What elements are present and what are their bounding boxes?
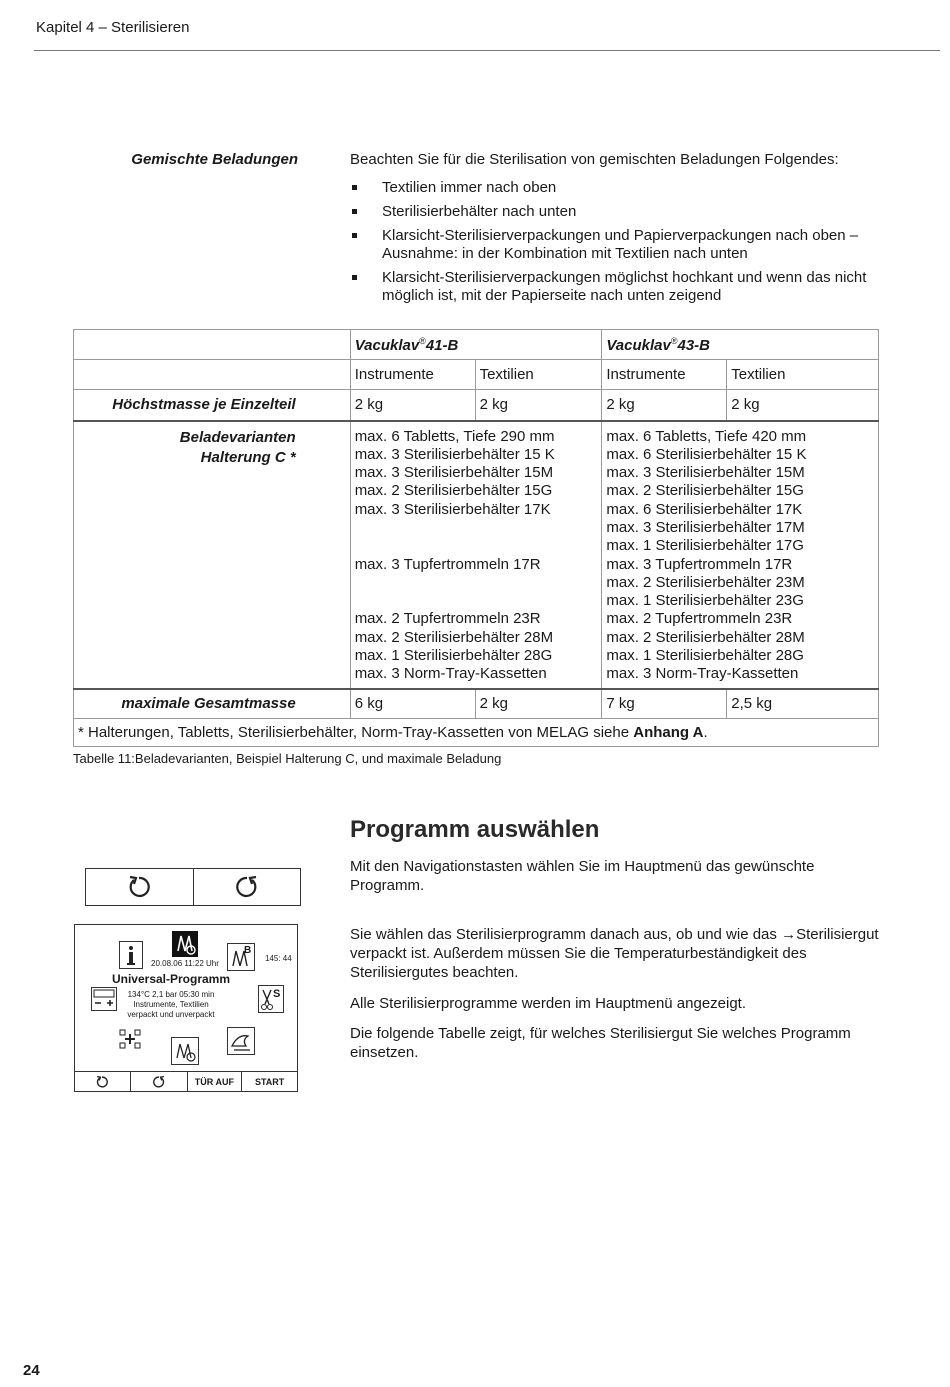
- rotate-cw-icon: [152, 1075, 166, 1089]
- section-title: Programm auswählen: [350, 816, 600, 843]
- table-caption: Tabelle 11:Beladevarianten, Beispiel Halterung C, und maximale Beladung: [73, 751, 502, 766]
- prion-program-icon: [227, 1027, 255, 1055]
- variant-line: [355, 537, 598, 555]
- door-open-button[interactable]: TÜR AUF: [187, 1072, 242, 1092]
- display-left-button[interactable]: [75, 1072, 130, 1092]
- paragraph: Die folgende Tabelle zeigt, für welches Sterilisiergut Sie welches Programm einsetzen.: [350, 1025, 851, 1061]
- nav-left-key[interactable]: [86, 869, 193, 905]
- rotate-cw-icon: [234, 874, 260, 900]
- variant-line: [355, 519, 598, 537]
- paragraph: Sie wählen das Sterilisierprogramm danach aus, ob und wie das →Sterilisiergut verpackt ist. Außerdem müssen Sie die Temperaturbeständigkeit des Sterilisiergutes beachten.: [350, 926, 879, 981]
- variant-line: max. 2 Sterilisierbehälter 23M: [606, 573, 805, 591]
- gentle-program-icon: [171, 1037, 199, 1065]
- table-cell: 2 kg: [350, 390, 475, 421]
- variant-line: max. 2 Sterilisierbehälter 28M: [354, 628, 554, 646]
- variant-line: max. 3 Sterilisierbehälter 17M: [606, 518, 805, 536]
- table-row: [74, 360, 879, 390]
- table-row: [74, 390, 879, 421]
- variant-line: max. 3 Sterilisierbehälter 15M: [354, 464, 554, 482]
- display-right-button[interactable]: [130, 1072, 187, 1092]
- table-row: [74, 330, 879, 360]
- header-divider: [34, 50, 940, 51]
- loading-variants-table: [73, 329, 879, 747]
- variant-line: max. 2 Sterilisierbehälter 28M: [606, 628, 805, 646]
- table-cell: 2,5 kg: [727, 689, 879, 719]
- variant-line: max. 6 Sterilisierbehälter 15 K: [606, 445, 807, 463]
- table-cell-empty: [74, 330, 351, 360]
- max-single-label: Höchstmasse je Einzelteil: [74, 390, 351, 421]
- variant-line: max. 6 Tabletts, Tiefe 290 mm: [354, 427, 555, 445]
- display-button-bar: [75, 1071, 297, 1092]
- universal-program-icon: [172, 931, 198, 957]
- list-item: Klarsicht-Sterilisierverpackungen möglichst hochkant und wenn das nicht möglich ist, mit der Papierseite nach unten zeigend: [350, 269, 890, 305]
- list-item: Sterilisierbehälter nach unten: [350, 203, 890, 221]
- list-item: Klarsicht-Sterilisierverpackungen und Papierverpackungen nach oben – Ausnahme: in der Kombination mit Textilien nach unten: [350, 227, 890, 263]
- variant-line: max. 1 Sterilisierbehälter 17G: [606, 537, 804, 555]
- variant-line: max. 3 Sterilisierbehälter 15 K: [354, 445, 555, 463]
- variant-line: max. 2 Sterilisierbehälter 15G: [354, 482, 553, 500]
- variant-line: max. 6 Sterilisierbehälter 17K: [606, 500, 803, 518]
- table-cell: 7 kg: [602, 689, 727, 719]
- display-parameters: 134°C 2,1 bar 05:30 min: [127, 990, 215, 999]
- max-total-label: maximale Gesamtmasse: [74, 689, 351, 719]
- table-row: [74, 689, 879, 719]
- variant-line: max. 3 Sterilisierbehälter 15M: [606, 464, 805, 482]
- variant-line: [355, 574, 598, 592]
- variant-line: max. 2 Sterilisierbehälter 15G: [606, 482, 804, 500]
- variants-41b: [350, 421, 602, 689]
- start-button[interactable]: START: [241, 1072, 297, 1092]
- subhead-textilien: Textilien: [475, 360, 602, 390]
- table-cell: 2 kg: [727, 390, 879, 421]
- program-b-icon: B: [227, 943, 255, 971]
- table-cell: 6 kg: [350, 689, 475, 719]
- mixed-loads-list: [350, 179, 890, 311]
- page-number: 24: [23, 1362, 40, 1379]
- variant-line: [355, 592, 598, 610]
- table-cell: 2 kg: [602, 390, 727, 421]
- nav-right-key[interactable]: [193, 869, 301, 905]
- subhead-textilien: Textilien: [727, 360, 879, 390]
- paragraph: Mit den Navigationstasten wählen Sie im Hauptmenü das gewünschte Programm.: [350, 858, 815, 894]
- list-item: Textilien immer nach oben: [350, 179, 890, 197]
- variant-line: max. 3 Tupfertrommeln 17R: [354, 555, 541, 573]
- table-footnote: * Halterungen, Tabletts, Sterilisierbehälter, Norm-Tray-Kassetten von MELAG siehe Anhang A.: [74, 719, 879, 747]
- variant-line: max. 2 Tupfertrommeln 23R: [606, 610, 793, 628]
- variant-line: max. 1 Sterilisierbehälter 28G: [354, 647, 553, 665]
- table-cell: 2 kg: [475, 390, 602, 421]
- subhead-instrumente: Instrumente: [350, 360, 475, 390]
- variant-line: max. 3 Norm-Tray-Kassetten: [354, 665, 547, 683]
- program-s-icon: S: [258, 985, 284, 1013]
- navigation-keys: [85, 868, 301, 906]
- display-program-name: Universal-Programm: [111, 972, 231, 986]
- mixed-loads-label: Gemischte Beladungen: [131, 151, 298, 168]
- display-date: 20.08.06 11:22 Uhr: [151, 959, 219, 968]
- chapter-header: Kapitel 4 – Sterilisieren: [36, 19, 190, 36]
- model-header-41b: Vacuklav®41-B: [350, 330, 602, 360]
- display-description: Instrumente, Textilien verpackt und unverpackt: [127, 1000, 215, 1019]
- variant-line: max. 3 Sterilisierbehälter 17K: [354, 500, 551, 518]
- main-menu-display: [74, 924, 298, 1092]
- subhead-instrumente: Instrumente: [602, 360, 727, 390]
- variants-label: Beladevarianten Halterung C *: [74, 421, 351, 689]
- variant-line: max. 3 Tupfertrommeln 17R: [606, 555, 793, 573]
- rotate-ccw-icon: [95, 1075, 109, 1089]
- appendix-reference: Anhang A: [633, 724, 704, 742]
- model-header-43b: Vacuklav®43-B: [602, 330, 879, 360]
- variant-line: max. 6 Tabletts, Tiefe 420 mm: [606, 427, 807, 445]
- table-cell-empty: [74, 360, 351, 390]
- table-cell: 2 kg: [475, 689, 602, 719]
- paragraph: Alle Sterilisierprogramme werden im Hauptmenü angezeigt.: [350, 995, 747, 1012]
- settings-plusminus-icon: [91, 987, 117, 1011]
- mixed-loads-intro: Beachten Sie für die Sterilisation von gemischten Beladungen Folgendes:: [350, 151, 839, 168]
- table-row: [74, 719, 879, 747]
- variant-line: max. 1 Sterilisierbehälter 23G: [606, 592, 804, 610]
- quick-program-icon: [117, 1027, 143, 1051]
- variant-line: max. 2 Tupfertrommeln 23R: [354, 610, 541, 628]
- table-row: [74, 421, 879, 689]
- variants-43b: [602, 421, 879, 689]
- rotate-ccw-icon: [126, 874, 152, 900]
- variant-line: max. 3 Norm-Tray-Kassetten: [606, 665, 799, 683]
- variant-line: max. 1 Sterilisierbehälter 28G: [606, 647, 804, 665]
- info-icon: [119, 941, 143, 969]
- display-counter: 145: 44: [265, 954, 292, 963]
